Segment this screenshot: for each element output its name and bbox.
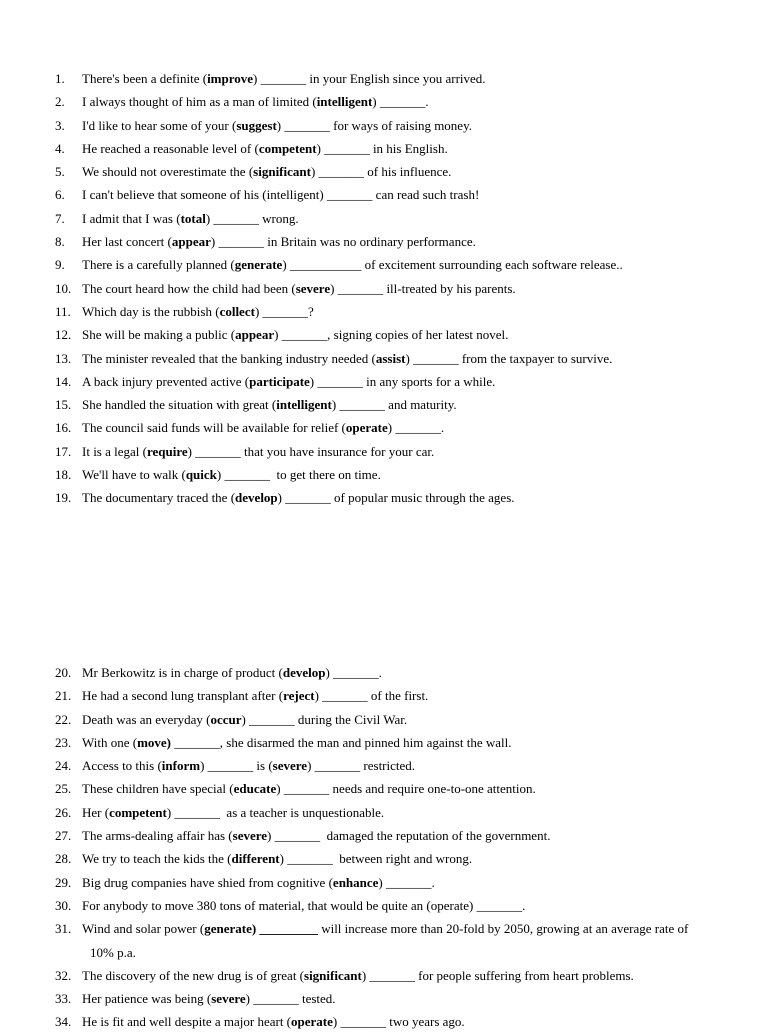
item-number: 30. [55,897,72,913]
exercise-item [0,207,768,230]
sentence-text: ) _______. [325,665,382,680]
exercise-item [0,416,768,439]
sentence-text: ) ___________ of excitement surrounding each software release.. [282,257,623,273]
exercise-item [0,160,768,183]
item-sentence [82,708,734,731]
item-number: 10. [55,280,72,296]
sentence-text: She handled the situation with great ( [82,397,277,413]
item-number: 2. [55,94,65,110]
exercise-item [0,323,768,346]
sentence-text: ) _______ for people suffering from heart problems. [361,967,634,983]
sentence-text: He had a second lung transplant after ( [82,688,284,704]
exercise-item [0,463,768,486]
sentence-text: The discovery of the new drug is of great ( [82,967,305,983]
sentence-text: A back injury prevented active ( [82,373,250,389]
exercise-item [0,393,768,416]
item-sentence [82,987,734,1010]
exercise-list-part-2 [0,661,768,1034]
sentence-text: There's been a definite ( [82,71,208,86]
sentence-text: ) _______ damaged the reputation of the government. [267,828,551,844]
sentence-text: He reached a reasonable level of ( [82,140,259,156]
item-number: 16. [55,420,72,436]
item-number: 32. [55,967,72,983]
exercise-item [0,708,768,731]
exercise-item [0,731,768,754]
sentence-text: ) _______ of his influence. [310,164,452,180]
root-word: enhance [332,874,379,890]
root-word: competent [258,140,317,156]
item-sentence [82,731,734,754]
sentence-text: The documentary traced the ( [82,490,236,506]
root-word: competent [109,804,167,820]
sentence-text: Her last concert ( [82,234,172,250]
item-number: 17. [55,443,72,459]
item-sentence [82,207,734,230]
sentence-text: ) _______ from the taxpayer to survive. [405,350,613,366]
item-number: 19. [55,490,72,506]
root-word: improve [207,71,254,86]
item-number: 31. [55,921,72,937]
item-number: 1. [55,71,65,86]
root-word: severe [295,280,331,296]
item-number: 12. [55,327,72,343]
sentence-text: These children have special ( [82,781,234,797]
item-sentence [82,917,734,964]
item-number: 24. [55,758,72,774]
sentence-text: I'd like to hear some of your ( [82,117,237,133]
exercise-item [0,917,768,964]
root-word: quick [185,467,217,483]
sentence-text: I can't believe that someone of his (intelligent) _______ can read such trash! [82,187,480,203]
sentence-text: ) _______. [372,94,429,110]
item-sentence [82,440,734,463]
item-number: 20. [55,665,72,680]
root-word: inform [161,758,201,774]
sentence-text: For anybody to move 380 tons of material, that would be quite an (operate) _______. [82,897,526,913]
exercise-item [0,67,768,90]
root-word: reject [283,688,315,704]
sentence-text: ) _______ that you have insurance for your car. [187,443,435,459]
sentence-text: ) _______ and maturity. [331,397,457,413]
exercise-item [0,894,768,917]
sentence-text: ) _______ two years ago. [332,1014,465,1030]
sentence-continuation: 10% p.a. [90,944,136,960]
item-number: 6. [55,187,65,203]
sentence-text: ) _______ in Britain was no ordinary performance. [210,234,476,250]
item-number: 34. [55,1014,72,1030]
item-number: 26. [55,804,72,820]
item-sentence [82,777,734,800]
exercise-item [0,684,768,707]
sentence-text: Her patience was being ( [82,991,212,1007]
sentence-text: ) _______, signing copies of her latest novel. [274,327,509,343]
item-sentence [82,847,734,870]
root-word: require [146,443,188,459]
sentence-text: The court heard how the child had been ( [82,280,296,296]
exercise-item [0,277,768,300]
item-sentence [82,801,734,824]
root-word: total [180,210,206,226]
exercise-item [0,801,768,824]
sentence-text: ) _______ for ways of raising money. [276,117,472,133]
root-word: intelligent [276,397,332,413]
item-sentence [82,393,734,416]
sentence-text: It is a legal ( [82,443,147,459]
sentence-text: ) _______ of the first. [314,688,429,704]
item-sentence [82,137,734,160]
exercise-item [0,230,768,253]
item-number: 29. [55,874,72,890]
sentence-text: Big drug companies have shied from cognitive ( [82,874,333,890]
root-word: different [231,851,280,867]
item-sentence [82,253,734,276]
item-sentence [82,684,734,707]
sentence-text: ) _______ of popular music through the ages. [277,490,515,506]
item-sentence [82,160,734,183]
item-number: 33. [55,991,72,1007]
item-number: 27. [55,828,72,844]
sentence-text: Her ( [82,804,110,820]
sentence-text: We should not overestimate the ( [82,164,254,180]
root-word: move) [137,734,172,750]
exercise-item [0,90,768,113]
sentence-text: The arms-dealing affair has ( [82,828,233,844]
item-number: 8. [55,234,65,250]
root-word: generate) _________ [204,921,318,937]
item-sentence [82,871,734,894]
sentence-text: ) _______ ill-treated by his parents. [330,280,516,296]
sentence-text: ) _______ is ( [200,758,273,774]
sentence-text: ) _______ between right and wrong. [279,851,473,867]
item-sentence [82,347,734,370]
item-number: 21. [55,688,72,704]
sentence-text: ) _______? [254,303,314,319]
sentence-text: Mr Berkowitz is in charge of product ( [82,665,283,680]
item-sentence [82,114,734,137]
sentence-text: ) _______ needs and require one-to-one attention. [276,781,536,797]
sentence-text: ) _______ wrong. [205,210,299,226]
root-word: educate [233,781,277,797]
sentence-text: will increase more than 20-fold by 2050, growing at an average rate of [317,921,689,937]
item-sentence [82,1010,734,1033]
item-number: 5. [55,164,65,180]
item-sentence [82,300,734,323]
exercise-item [0,871,768,894]
sentence-text: She will be making a public ( [82,327,236,343]
exercise-item [0,964,768,987]
sentence-text: ) _______ during the Civil War. [241,711,408,727]
item-number: 11. [55,303,71,319]
exercise-item [0,370,768,393]
root-word: assist [375,350,406,366]
sentence-text: ) _______. [387,420,445,436]
item-sentence [82,67,734,90]
item-sentence [82,230,734,253]
exercise-item [0,137,768,160]
exercise-item [0,754,768,777]
sentence-text: Which day is the rubbish ( [82,303,220,319]
exercise-item [0,486,768,509]
item-sentence [82,661,734,684]
exercise-item [0,440,768,463]
exercise-item [0,1010,768,1033]
sentence-text: ) _______ in any sports for a while. [309,373,496,389]
root-word: appear [171,234,211,250]
root-word: appear [235,327,275,343]
exercise-item [0,987,768,1010]
root-word: intelligent [316,94,373,110]
root-word: collect [219,303,255,319]
root-word: severe [232,828,268,844]
item-sentence [82,894,734,917]
item-number: 14. [55,373,72,389]
exercise-item [0,824,768,847]
sentence-text: The minister revealed that the banking industry needed ( [82,350,376,366]
exercise-item [0,253,768,276]
item-number: 9. [55,257,65,273]
sentence-text: _______, she disarmed the man and pinned him against the wall. [171,734,512,750]
item-number: 25. [55,781,72,797]
sentence-text: He is fit and well despite a major heart ( [82,1014,292,1030]
exercise-item [0,347,768,370]
item-sentence [82,183,734,206]
exercise-item [0,847,768,870]
root-word: suggest [236,117,277,133]
root-word: significant [253,164,311,180]
item-number: 18. [55,467,72,483]
exercise-item [0,183,768,206]
item-number: 7. [55,210,65,226]
item-sentence [82,964,734,987]
item-sentence [82,370,734,393]
item-number: 28. [55,851,72,867]
item-number: 23. [55,734,72,750]
item-sentence [82,323,734,346]
sentence-text: ) _______ restricted. [307,758,416,774]
sentence-text: The council said funds will be available for relief ( [82,420,346,436]
sentence-text: Death was an everyday ( [82,711,211,727]
root-word: develop [282,665,326,680]
root-word: develop [235,490,278,506]
item-number: 3. [55,117,65,133]
item-number: 15. [55,397,72,413]
sentence-text: We'll have to walk ( [82,467,186,483]
sentence-text: ) _______ tested. [245,991,336,1007]
item-number: 13. [55,350,72,366]
sentence-text: We try to teach the kids the ( [82,851,232,867]
sentence-text: I admit that I was ( [82,210,181,226]
sentence-text: ) _______ in his English. [316,140,448,156]
item-number: 4. [55,140,65,156]
exercise-item [0,777,768,800]
root-word: severe [211,991,246,1007]
sentence-text: I always thought of him as a man of limited ( [82,94,317,110]
item-sentence [82,754,734,777]
sentence-text: ) _______ to get there on time. [216,467,381,483]
item-sentence [82,486,734,509]
sentence-text: With one ( [82,734,138,750]
root-word: operate [345,420,388,436]
exercise-item [0,661,768,684]
root-word: generate [234,257,283,273]
exercise-item [0,114,768,137]
item-sentence [82,824,734,847]
root-word: occur [210,711,242,727]
item-number: 22. [55,711,72,727]
exercise-item [0,300,768,323]
root-word: significant [304,967,362,983]
item-sentence [82,277,734,300]
sentence-text: ) _______. [378,874,435,890]
sentence-text: Wind and solar power ( [82,921,205,937]
item-sentence [82,463,734,486]
sentence-text: There is a carefully planned ( [82,257,235,273]
exercise-list-part-1 [0,67,768,510]
root-word: operate [291,1014,333,1030]
sentence-text: Access to this ( [82,758,162,774]
sentence-text: ) _______ as a teacher is unquestionable. [166,804,385,820]
root-word: participate [249,373,310,389]
root-word: severe [272,758,308,774]
item-sentence [82,90,734,113]
item-sentence [82,416,734,439]
sentence-text: ) _______ in your English since you arrived. [253,71,486,86]
